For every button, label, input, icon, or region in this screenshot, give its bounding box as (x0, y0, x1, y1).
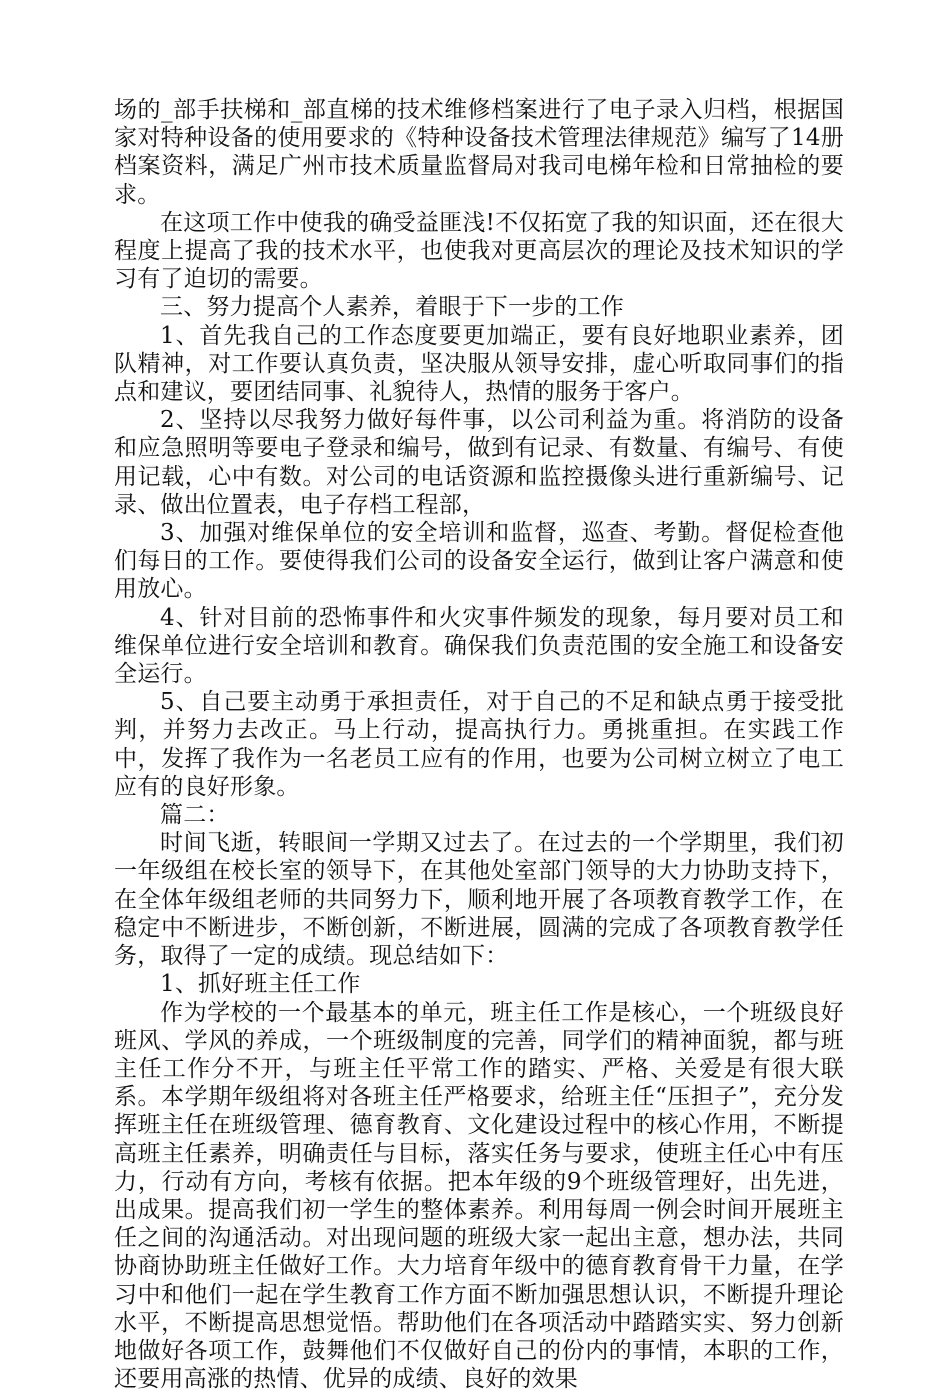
list-item-1: 1、首先我自己的工作态度要更加端正，要有良好地职业素养，团队精神，对工作要认真负责，坚决服从领导安排，虚心听取同事们的指点和建议，要团结同事、礼貌待人，热情的服务于客户。 (114, 322, 844, 407)
list-item-2: 2、坚持以尽我努力做好每件事，以公司利益为重。将消防的设备和应急照明等要电子登录和编号，做到有记录、有数量、有编号、有使用记载，心中有数。对公司的电话资源和监控摄像头进行重新编号、记录、做出位置表，电子存档工程部， (114, 406, 844, 519)
part-two-heading: 篇二： (114, 801, 844, 829)
paragraph-archive-intro: 场的_部手扶梯和_部直梯的技术维修档案进行了电子录入归档，根据国家对特种设备的使用要求的《特种设备技术管理法律规范》编写了14册档案资料，满足广州市技术质量监督局对我司电梯年检和日常抽检的要求。 (114, 96, 844, 209)
paragraph-class-teacher-work: 作为学校的一个最基本的单元，班主任工作是核心，一个班级良好班风、学风的养成，一个班级制度的完善，同学们的精神面貌，都与班主任工作分不开，与班主任平常工作的踏实、严格、关爱是有很大联系。本学期年级组将对各班主任严格要求，给班主任“压担子”，充分发挥班主任在班级管理、德育教育、文化建设过程中的核心作用，不断提高班主任素养，明确责任与目标，落实任务与要求，使班主任心中有压力，行动有方向，考核有依据。把本年级的9个班级管理好，出先进，出成果。提高我们初一学生的整体素养。利用每周一例会时间开展班主任之间的沟通活动。对出现问题的班级大家一起出主意，想办法，共同协商协助班主任做好工作。大力培育年级中的德育教育骨干力量，在学习中和他们一起在学生教育工作方面不断加强思想认识，不断提升理论水平，不断提高思想觉悟。帮助他们在各项活动中踏踏实实、努力创新地做好各项工作，鼓舞他们不仅做好自己的份内的事情，本职的工作，还要用高涨的热情、优异的成绩、良好的效果 (114, 999, 844, 1393)
paragraph-semester-summary: 时间飞逝，转眼间一学期又过去了。在过去的一个学期里，我们初一年级组在校长室的领导下，在其他处室部门领导的大力协助支持下，在全体年级组老师的共同努力下，顺利地开展了各项教育教学工作，在稳定中不断进步，不断创新，不断进展，圆满的完成了各项教育教学任务，取得了一定的成绩。现总结如下： (114, 829, 844, 970)
section-heading-improve: 三、努力提高个人素养，着眼于下一步的工作 (114, 293, 844, 321)
list-item-5: 5、自己要主动勇于承担责任，对于自己的不足和缺点勇于接受批判，并努力去改正。马上行动，提高执行力。勇挑重担。在实践工作中，发挥了我作为一名老员工应有的作用，也要为公司树立树立了电工应有的良好形象。 (114, 688, 844, 801)
list-item-3: 3、加强对维保单位的安全培训和监督，巡查、考勤。督促检查他们每日的工作。要使得我们公司的设备安全运行，做到让客户满意和使用放心。 (114, 519, 844, 604)
section-heading-class-teacher: 1、抓好班主任工作 (114, 970, 844, 998)
list-item-4: 4、针对目前的恐怖事件和火灾事件频发的现象，每月要对员工和维保单位进行安全培训和教育。确保我们负责范围的安全施工和设备安全运行。 (114, 604, 844, 689)
document-page (114, 96, 844, 1393)
paragraph-benefit: 在这项工作中使我的确受益匪浅!不仅拓宽了我的知识面，还在很大程度上提高了我的技术水平，也使我对更高层次的理论及技术知识的学习有了迫切的需要。 (114, 209, 844, 294)
